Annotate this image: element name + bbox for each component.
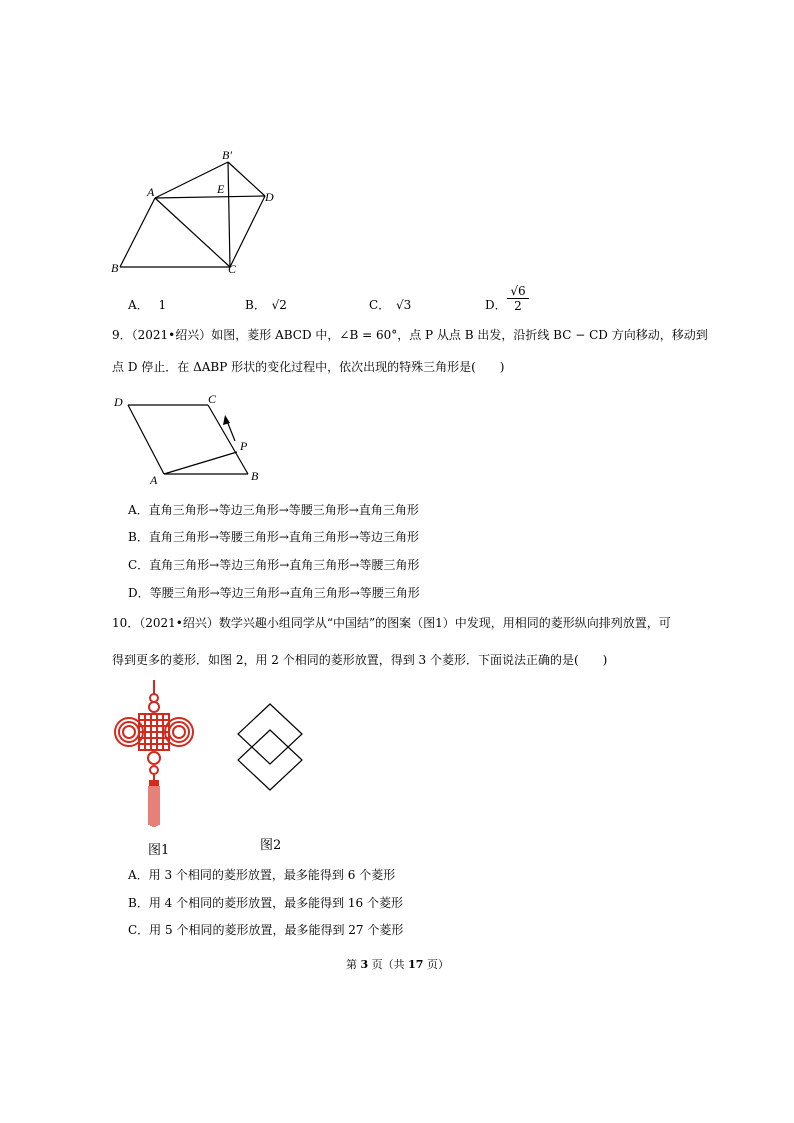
q9-option-a[interactable]: A．直角三角形→等边三角形→等腰三角形→直角三角形 <box>128 503 419 517</box>
label-e: E <box>217 182 225 196</box>
option-letter: D． <box>485 298 507 312</box>
footer-suffix: 页） <box>423 958 449 971</box>
q10-stem-line1: 10．（2021•绍兴）数学兴趣小组同学从“中国结”的图案（图1）中发现，用相同的菱形纵向排列放置，可 <box>112 616 671 630</box>
fig1-caption: 图1 <box>148 843 170 858</box>
edge-b-prime-d <box>228 162 265 196</box>
label-d: D <box>114 395 123 409</box>
option-value: √3 <box>396 298 412 312</box>
arrow-head-icon <box>223 415 230 425</box>
chinese-knot-image <box>112 680 196 830</box>
q8-option-a[interactable] <box>128 296 166 313</box>
q8-option-b[interactable] <box>245 296 287 313</box>
footer-prefix: 第 <box>346 958 361 971</box>
fraction-denominator: 2 <box>514 299 522 313</box>
footer-page-number: 3 <box>360 958 369 971</box>
label-c: C <box>228 262 237 276</box>
label-c: C <box>208 392 217 406</box>
q9-option-d[interactable]: D．等腰三角形→等边三角形→直角三角形→等腰三角形 <box>128 586 420 600</box>
label-a: A <box>147 185 155 199</box>
label-a: A <box>150 473 158 487</box>
q9-stem-line1: 9．（2021•绍兴）如图，菱形 ABCD 中，∠B = 60°，点 P 从点 B 出发，沿折线 BC − CD 方向移动，移动到 <box>112 328 708 342</box>
knot-tassel <box>149 786 159 827</box>
q8-option-c[interactable] <box>369 296 411 313</box>
knot-bead <box>149 780 159 786</box>
fig2-caption: 图2 <box>260 838 282 853</box>
q9-stem-line2: 点 D 停止．在 ΔABP 形状的变化过程中，依次出现的特殊三角形是( ) <box>112 360 505 374</box>
label-d: D <box>265 190 274 204</box>
label-b: B <box>111 261 119 275</box>
q8-figure <box>105 140 295 280</box>
edge-cd <box>230 196 265 267</box>
q8-option-d[interactable] <box>485 296 507 313</box>
option-letter: A． <box>128 298 149 312</box>
diagonal-ac <box>155 198 230 267</box>
option-value: √2 <box>271 298 287 312</box>
label-b-prime: B′ <box>222 148 232 162</box>
page-footer <box>346 956 449 972</box>
edge-ad <box>155 196 265 198</box>
label-p: P <box>240 439 248 453</box>
option-letter: B． <box>245 298 266 312</box>
q9-option-c[interactable]: C．直角三角形→等边三角形→直角三角形→等腰三角形 <box>128 558 420 572</box>
rhombus-bottom <box>238 730 302 790</box>
edge-b-prime-c <box>228 162 230 267</box>
q10-stem-line2: 得到更多的菱形．如图 2，用 2 个相同的菱形放置，得到 3 个菱形．下面说法正确的是( ) <box>112 653 608 667</box>
option-value: 1 <box>158 298 167 312</box>
q9-figure <box>108 388 283 488</box>
q10-option-a[interactable]: A．用 3 个相同的菱形放置，最多能得到 6 个菱形 <box>128 868 396 882</box>
q9-option-b[interactable]: B．直角三角形→等腰三角形→直角三角形→等边三角形 <box>128 530 419 544</box>
segment-ap <box>164 452 237 474</box>
edge-da <box>128 405 164 474</box>
q10-option-b[interactable]: B．用 4 个相同的菱形放置，最多能得到 16 个菱形 <box>128 896 403 910</box>
overlapping-rhombi-figure <box>232 702 308 798</box>
rhombus-top <box>238 704 302 764</box>
label-b: B <box>251 469 259 483</box>
footer-middle: 页（共 <box>368 958 409 971</box>
q10-option-c[interactable]: C．用 5 个相同的菱形放置，最多能得到 27 个菱形 <box>128 923 404 937</box>
edge-ab <box>120 198 155 267</box>
arrow-shaft <box>227 421 235 441</box>
option-letter: C． <box>369 298 391 312</box>
fraction-numerator: √6 <box>507 284 529 299</box>
footer-total-pages: 17 <box>408 958 424 971</box>
fraction <box>507 284 529 313</box>
